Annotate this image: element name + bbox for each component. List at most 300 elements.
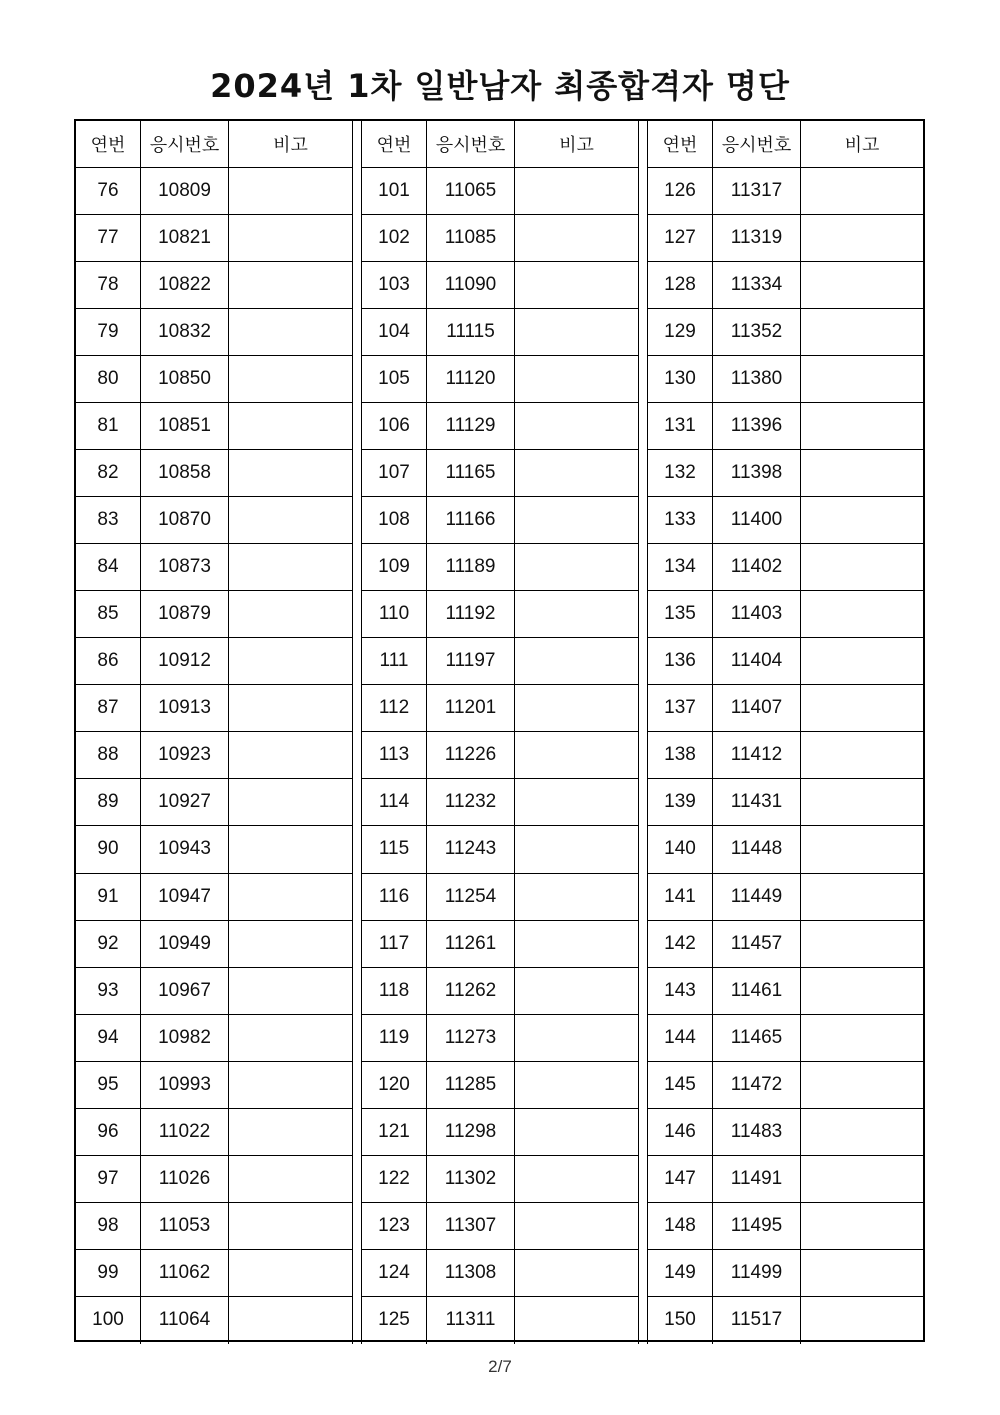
exam-number-cell: 11407	[713, 685, 801, 731]
table-row	[648, 1062, 923, 1109]
header-seq: 연번	[76, 121, 141, 167]
table-row	[362, 826, 638, 873]
note-cell	[515, 732, 638, 778]
note-cell	[515, 1297, 638, 1344]
seq-cell: 139	[648, 779, 713, 825]
seq-cell: 119	[362, 1015, 427, 1061]
exam-number-cell: 11307	[427, 1203, 515, 1249]
seq-cell: 128	[648, 262, 713, 308]
exam-number-cell: 10947	[141, 874, 229, 920]
seq-cell: 103	[362, 262, 427, 308]
exam-number-cell: 11448	[713, 826, 801, 872]
exam-number-cell: 11412	[713, 732, 801, 778]
note-cell	[515, 403, 638, 449]
note-cell	[515, 638, 638, 684]
note-cell	[229, 1250, 352, 1296]
table-row	[648, 826, 923, 873]
note-cell	[229, 1109, 352, 1155]
seq-cell: 127	[648, 215, 713, 261]
seq-cell: 135	[648, 591, 713, 637]
note-cell	[515, 215, 638, 261]
note-cell	[515, 1250, 638, 1296]
table-row	[76, 497, 352, 544]
exam-number-cell: 11085	[427, 215, 515, 261]
exam-number-cell: 10993	[141, 1062, 229, 1108]
table-row	[76, 1297, 352, 1344]
note-cell	[229, 1062, 352, 1108]
exam-number-cell: 11261	[427, 921, 515, 967]
note-cell	[801, 685, 923, 731]
exam-number-cell: 11166	[427, 497, 515, 543]
header-row	[648, 121, 923, 168]
block-separator	[352, 121, 362, 1344]
exam-number-cell: 10858	[141, 450, 229, 496]
table-row	[76, 403, 352, 450]
note-cell	[515, 1062, 638, 1108]
table-row	[362, 1109, 638, 1156]
note-cell	[801, 591, 923, 637]
header-exam-number: 응시번호	[713, 121, 801, 167]
seq-cell: 142	[648, 921, 713, 967]
table-row	[648, 262, 923, 309]
seq-cell: 126	[648, 168, 713, 214]
note-cell	[229, 403, 352, 449]
exam-number-cell: 10943	[141, 826, 229, 872]
seq-cell: 147	[648, 1156, 713, 1202]
table-row	[362, 1203, 638, 1250]
exam-number-cell: 10851	[141, 403, 229, 449]
seq-cell: 80	[76, 356, 141, 402]
table-row	[76, 921, 352, 968]
table-row	[362, 356, 638, 403]
table-row	[648, 1109, 923, 1156]
table-row	[648, 1203, 923, 1250]
table-row	[76, 1250, 352, 1297]
note-cell	[229, 215, 352, 261]
note-cell	[515, 968, 638, 1014]
note-cell	[229, 968, 352, 1014]
note-cell	[801, 544, 923, 590]
table-row	[648, 1015, 923, 1062]
seq-cell: 132	[648, 450, 713, 496]
header-exam-number: 응시번호	[427, 121, 515, 167]
table-row	[76, 591, 352, 638]
exam-number-cell: 11065	[427, 168, 515, 214]
note-cell	[801, 1015, 923, 1061]
table-row	[648, 1156, 923, 1203]
seq-cell: 111	[362, 638, 427, 684]
exam-number-cell: 11400	[713, 497, 801, 543]
exam-number-cell: 11165	[427, 450, 515, 496]
seq-cell: 78	[76, 262, 141, 308]
seq-cell: 116	[362, 874, 427, 920]
table-row	[76, 732, 352, 779]
seq-cell: 110	[362, 591, 427, 637]
roster-block-2	[362, 121, 638, 1344]
table-row	[648, 591, 923, 638]
exam-number-cell: 11129	[427, 403, 515, 449]
table-row	[362, 732, 638, 779]
note-cell	[801, 1250, 923, 1296]
exam-number-cell: 11461	[713, 968, 801, 1014]
header-row	[76, 121, 352, 168]
header-seq: 연번	[362, 121, 427, 167]
table-row	[648, 732, 923, 779]
table-row	[648, 685, 923, 732]
exam-number-cell: 10809	[141, 168, 229, 214]
table-row	[648, 450, 923, 497]
table-row	[362, 1250, 638, 1297]
seq-cell: 96	[76, 1109, 141, 1155]
table-row	[648, 215, 923, 262]
seq-cell: 123	[362, 1203, 427, 1249]
seq-cell: 117	[362, 921, 427, 967]
note-cell	[801, 1062, 923, 1108]
note-cell	[515, 1156, 638, 1202]
note-cell	[229, 921, 352, 967]
seq-cell: 122	[362, 1156, 427, 1202]
seq-cell: 121	[362, 1109, 427, 1155]
exam-number-cell: 11062	[141, 1250, 229, 1296]
exam-number-cell: 11254	[427, 874, 515, 920]
table-row	[76, 1015, 352, 1062]
seq-cell: 81	[76, 403, 141, 449]
note-cell	[801, 921, 923, 967]
exam-number-cell: 10927	[141, 779, 229, 825]
header-exam-number: 응시번호	[141, 121, 229, 167]
table-row	[648, 968, 923, 1015]
seq-cell: 115	[362, 826, 427, 872]
exam-number-cell: 11402	[713, 544, 801, 590]
seq-cell: 106	[362, 403, 427, 449]
note-cell	[801, 168, 923, 214]
seq-cell: 87	[76, 685, 141, 731]
seq-cell: 92	[76, 921, 141, 967]
seq-cell: 144	[648, 1015, 713, 1061]
exam-number-cell: 11197	[427, 638, 515, 684]
seq-cell: 101	[362, 168, 427, 214]
table-row	[362, 450, 638, 497]
seq-cell: 118	[362, 968, 427, 1014]
table-row	[76, 356, 352, 403]
exam-number-cell: 11053	[141, 1203, 229, 1249]
seq-cell: 104	[362, 309, 427, 355]
note-cell	[515, 262, 638, 308]
roster-block-3	[648, 121, 923, 1344]
seq-cell: 107	[362, 450, 427, 496]
table-row	[648, 1297, 923, 1344]
table-row	[362, 262, 638, 309]
seq-cell: 76	[76, 168, 141, 214]
note-cell	[229, 168, 352, 214]
note-cell	[801, 450, 923, 496]
page-number: 2/7	[488, 1357, 512, 1376]
exam-number-cell: 11499	[713, 1250, 801, 1296]
note-cell	[801, 403, 923, 449]
note-cell	[515, 685, 638, 731]
table-row	[362, 309, 638, 356]
seq-cell: 97	[76, 1156, 141, 1202]
exam-number-cell: 10967	[141, 968, 229, 1014]
block-separator	[638, 121, 648, 1344]
header-note: 비고	[559, 135, 594, 157]
note-cell	[229, 309, 352, 355]
table-row	[76, 309, 352, 356]
table-row	[648, 168, 923, 215]
seq-cell: 138	[648, 732, 713, 778]
exam-number-cell: 11380	[713, 356, 801, 402]
exam-number-cell: 10912	[141, 638, 229, 684]
note-cell	[229, 732, 352, 778]
note-cell	[801, 1109, 923, 1155]
note-cell	[801, 262, 923, 308]
note-cell	[515, 309, 638, 355]
note-cell	[801, 732, 923, 778]
exam-number-cell: 11022	[141, 1109, 229, 1155]
exam-number-cell: 10870	[141, 497, 229, 543]
seq-cell: 83	[76, 497, 141, 543]
note-cell	[515, 1203, 638, 1249]
table-row	[648, 874, 923, 921]
table-row	[76, 685, 352, 732]
note-cell	[515, 921, 638, 967]
note-cell	[229, 544, 352, 590]
seq-cell: 86	[76, 638, 141, 684]
exam-number-cell: 10879	[141, 591, 229, 637]
seq-cell: 95	[76, 1062, 141, 1108]
seq-cell: 137	[648, 685, 713, 731]
exam-number-cell: 11298	[427, 1109, 515, 1155]
table-row	[76, 638, 352, 685]
exam-number-cell: 10822	[141, 262, 229, 308]
exam-number-cell: 10923	[141, 732, 229, 778]
exam-number-cell: 11064	[141, 1297, 229, 1344]
note-cell	[515, 544, 638, 590]
note-cell	[229, 497, 352, 543]
seq-cell: 105	[362, 356, 427, 402]
seq-cell: 146	[648, 1109, 713, 1155]
seq-cell: 98	[76, 1203, 141, 1249]
exam-number-cell: 11404	[713, 638, 801, 684]
exam-number-cell: 11243	[427, 826, 515, 872]
exam-number-cell: 11449	[713, 874, 801, 920]
exam-number-cell: 11403	[713, 591, 801, 637]
seq-cell: 112	[362, 685, 427, 731]
seq-cell: 99	[76, 1250, 141, 1296]
exam-number-cell: 11396	[713, 403, 801, 449]
table-row	[362, 1015, 638, 1062]
exam-number-cell: 10873	[141, 544, 229, 590]
table-row	[362, 638, 638, 685]
seq-cell: 109	[362, 544, 427, 590]
note-cell	[801, 356, 923, 402]
note-cell	[515, 450, 638, 496]
exam-number-cell: 11090	[427, 262, 515, 308]
exam-number-cell: 11334	[713, 262, 801, 308]
seq-cell: 143	[648, 968, 713, 1014]
exam-number-cell: 10821	[141, 215, 229, 261]
table-row	[76, 544, 352, 591]
table-row	[362, 874, 638, 921]
table-row	[362, 1062, 638, 1109]
table-row	[648, 497, 923, 544]
note-cell	[515, 874, 638, 920]
exam-number-cell: 11465	[713, 1015, 801, 1061]
seq-cell: 90	[76, 826, 141, 872]
note-cell	[801, 497, 923, 543]
seq-cell: 108	[362, 497, 427, 543]
note-cell	[801, 1203, 923, 1249]
table-row	[648, 1250, 923, 1297]
note-cell	[801, 874, 923, 920]
table-row	[76, 1062, 352, 1109]
table-row	[648, 403, 923, 450]
table-row	[76, 968, 352, 1015]
exam-number-cell: 11285	[427, 1062, 515, 1108]
exam-number-cell: 11311	[427, 1297, 515, 1344]
table-row	[362, 921, 638, 968]
seq-cell: 77	[76, 215, 141, 261]
exam-number-cell: 11201	[427, 685, 515, 731]
table-row	[362, 497, 638, 544]
exam-number-cell: 11189	[427, 544, 515, 590]
note-cell	[229, 1015, 352, 1061]
exam-number-cell: 11472	[713, 1062, 801, 1108]
seq-cell: 131	[648, 403, 713, 449]
exam-number-cell: 11262	[427, 968, 515, 1014]
page-title: 2024년 1차 일반남자 최종합격자 명단	[210, 67, 790, 105]
seq-cell: 141	[648, 874, 713, 920]
note-cell	[515, 779, 638, 825]
header-note: 비고	[844, 135, 880, 157]
note-cell	[801, 309, 923, 355]
note-cell	[515, 168, 638, 214]
seq-cell: 120	[362, 1062, 427, 1108]
exam-number-cell: 11232	[427, 779, 515, 825]
exam-number-cell: 11457	[713, 921, 801, 967]
exam-number-cell: 11226	[427, 732, 515, 778]
note-cell	[229, 685, 352, 731]
seq-cell: 102	[362, 215, 427, 261]
seq-cell: 84	[76, 544, 141, 590]
note-cell	[515, 1109, 638, 1155]
seq-cell: 113	[362, 732, 427, 778]
header-row	[362, 121, 638, 168]
exam-number-cell: 11192	[427, 591, 515, 637]
table-row	[76, 826, 352, 873]
seq-cell: 124	[362, 1250, 427, 1296]
exam-number-cell: 11317	[713, 168, 801, 214]
table-row	[362, 968, 638, 1015]
exam-number-cell: 11026	[141, 1156, 229, 1202]
exam-number-cell: 11302	[427, 1156, 515, 1202]
exam-number-cell: 11431	[713, 779, 801, 825]
seq-cell: 134	[648, 544, 713, 590]
seq-cell: 94	[76, 1015, 141, 1061]
table-row	[362, 215, 638, 262]
exam-number-cell: 10850	[141, 356, 229, 402]
note-cell	[801, 1297, 923, 1344]
note-cell	[801, 968, 923, 1014]
seq-cell: 88	[76, 732, 141, 778]
seq-cell: 148	[648, 1203, 713, 1249]
exam-number-cell: 11398	[713, 450, 801, 496]
exam-number-cell: 10832	[141, 309, 229, 355]
exam-number-cell: 11517	[713, 1297, 801, 1344]
seq-cell: 82	[76, 450, 141, 496]
note-cell	[801, 779, 923, 825]
table-row	[648, 638, 923, 685]
table-row	[76, 1203, 352, 1250]
exam-number-cell: 11483	[713, 1109, 801, 1155]
header-seq: 연번	[648, 121, 713, 167]
table-row	[362, 591, 638, 638]
table-row	[362, 403, 638, 450]
table-row	[362, 168, 638, 215]
table-row	[362, 779, 638, 826]
table-row	[362, 544, 638, 591]
seq-cell: 145	[648, 1062, 713, 1108]
table-row	[648, 921, 923, 968]
note-cell	[229, 1203, 352, 1249]
note-cell	[515, 1015, 638, 1061]
note-cell	[229, 1156, 352, 1202]
seq-cell: 136	[648, 638, 713, 684]
table-row	[648, 356, 923, 403]
note-cell	[515, 356, 638, 402]
table-row	[648, 544, 923, 591]
seq-cell: 140	[648, 826, 713, 872]
table-row	[362, 1156, 638, 1203]
exam-number-cell: 11273	[427, 1015, 515, 1061]
seq-cell: 79	[76, 309, 141, 355]
seq-cell: 125	[362, 1297, 427, 1344]
note-cell	[515, 497, 638, 543]
note-cell	[229, 1297, 352, 1344]
table-row	[76, 1109, 352, 1156]
table-row	[362, 685, 638, 732]
table-row	[76, 262, 352, 309]
exam-number-cell: 11495	[713, 1203, 801, 1249]
seq-cell: 89	[76, 779, 141, 825]
table-row	[76, 779, 352, 826]
exam-number-cell: 11352	[713, 309, 801, 355]
seq-cell: 149	[648, 1250, 713, 1296]
header-note: 비고	[273, 135, 308, 157]
table-row	[76, 168, 352, 215]
note-cell	[801, 638, 923, 684]
note-cell	[229, 874, 352, 920]
note-cell	[229, 262, 352, 308]
note-cell	[801, 215, 923, 261]
note-cell	[229, 826, 352, 872]
exam-number-cell: 11115	[427, 309, 515, 355]
table-row	[648, 309, 923, 356]
note-cell	[801, 826, 923, 872]
exam-number-cell: 11319	[713, 215, 801, 261]
seq-cell: 91	[76, 874, 141, 920]
note-cell	[229, 591, 352, 637]
roster-table	[74, 119, 925, 1342]
table-row	[76, 1156, 352, 1203]
seq-cell: 133	[648, 497, 713, 543]
table-row	[76, 215, 352, 262]
exam-number-cell: 10949	[141, 921, 229, 967]
note-cell	[229, 356, 352, 402]
note-cell	[801, 1156, 923, 1202]
table-row	[362, 1297, 638, 1344]
table-row	[76, 450, 352, 497]
